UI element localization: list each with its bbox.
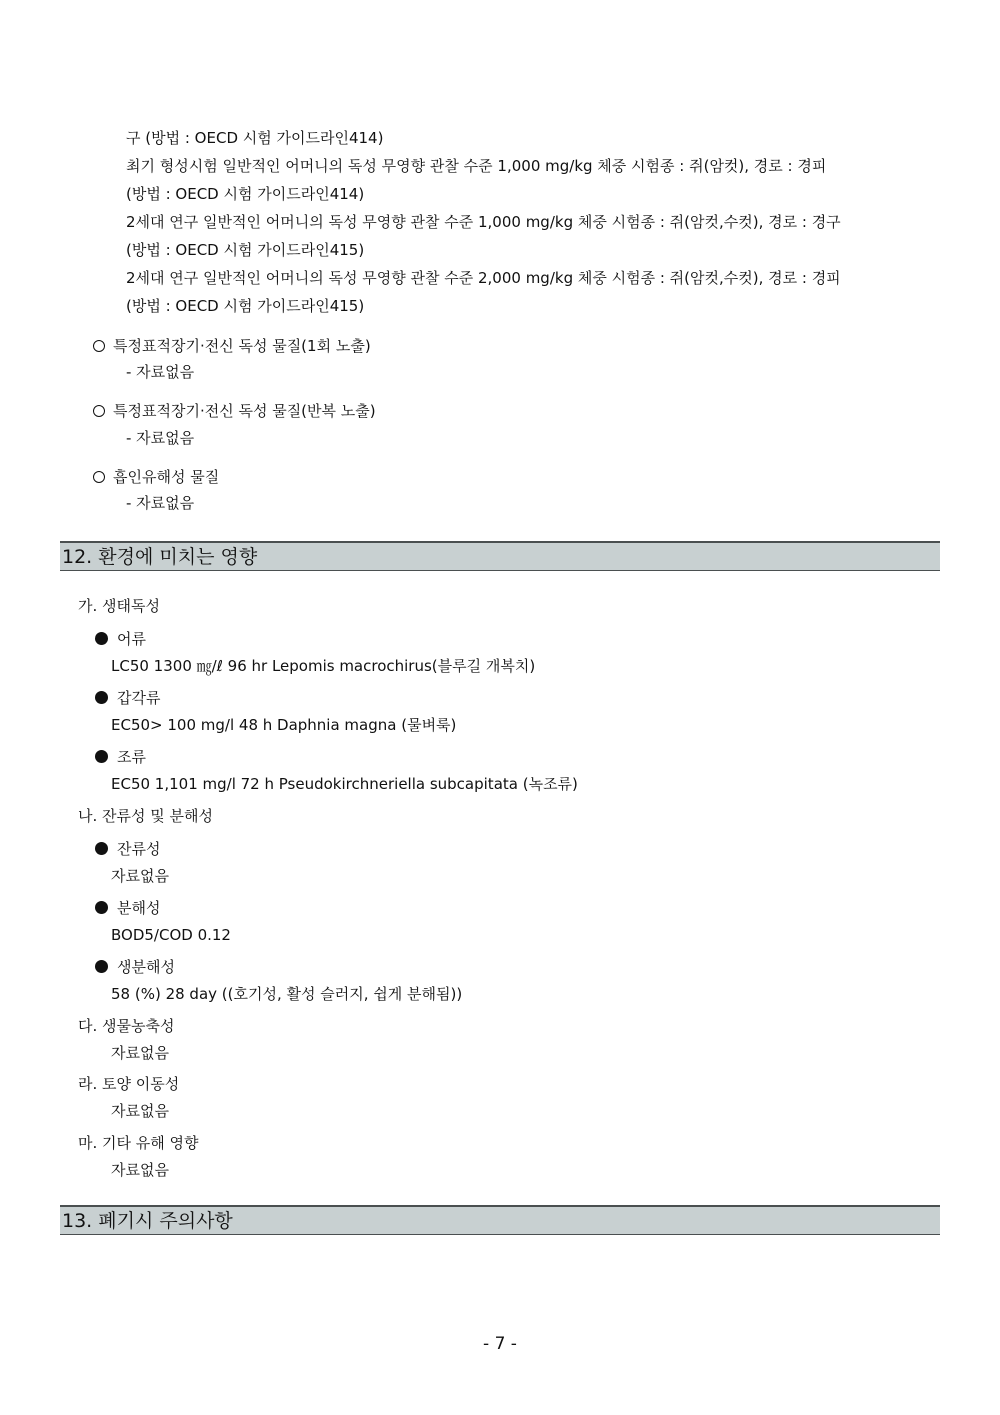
circle-bullet-icon <box>93 340 105 352</box>
subsection-heading: 나. 잔류성 및 분해성 <box>78 807 213 825</box>
subsection-value: 자료없음 <box>111 1161 169 1179</box>
continuation-line: (방법 : OECD 시험 가이드라인415) <box>126 241 365 259</box>
continuation-line: 최기 형성시험 일반적인 어머니의 독성 무영향 관찰 수준 1,000 mg/kg 체중 시험종 : 쥐(암컷), 경로 : 경피 <box>126 157 827 175</box>
subsection-value: 자료없음 <box>111 1102 169 1120</box>
subsection-heading: 다. 생물농축성 <box>78 1017 175 1035</box>
continuation-line: 구 (방법 : OECD 시험 가이드라인414) <box>126 129 384 147</box>
subsection-heading: 라. 토양 이동성 <box>78 1075 180 1093</box>
bullet-dot-icon <box>95 691 108 704</box>
bullet-item-value: LC50 1300 ㎎/ℓ 96 hr Lepomis macrochirus(블루길 개복치) <box>111 657 536 675</box>
subsection-value: 자료없음 <box>111 1044 169 1062</box>
bullet-dot-icon <box>95 901 108 914</box>
bullet-item-value: BOD5/COD 0.12 <box>111 926 231 944</box>
section-13-header <box>60 1205 940 1235</box>
continuation-line: 2세대 연구 일반적인 어머니의 독성 무영향 관찰 수준 2,000 mg/kg 체중 시험종 : 쥐(암컷,수컷), 경로 : 경피 <box>126 269 841 287</box>
bullet-item-value: EC50> 100 mg/l 48 h Daphnia magna (물벼룩) <box>111 716 457 734</box>
hazard-item-title: 특정표적장기·전신 독성 물질(반복 노출) <box>93 401 376 421</box>
hazard-item-title: 흡인유해성 물질 <box>93 467 219 487</box>
hazard-item-value: - 자료없음 <box>126 429 195 447</box>
hazard-item-value: - 자료없음 <box>126 494 195 512</box>
bullet-item-label: 생분해성 <box>95 957 175 977</box>
bullet-item-value: EC50 1,101 mg/l 72 h Pseudokirchneriella subcapitata (녹조류) <box>111 775 578 793</box>
bullet-dot-icon <box>95 960 108 973</box>
circle-bullet-icon <box>93 471 105 483</box>
bullet-item-value: 58 (%) 28 day ((호기성, 활성 슬러지, 쉽게 분해됨)) <box>111 985 463 1003</box>
continuation-line: (방법 : OECD 시험 가이드라인414) <box>126 185 365 203</box>
bullet-dot-icon <box>95 632 108 645</box>
subsection-heading: 가. 생태독성 <box>78 597 160 615</box>
circle-bullet-icon <box>93 405 105 417</box>
bullet-dot-icon <box>95 750 108 763</box>
bullet-item-label: 어류 <box>95 629 146 649</box>
subsection-heading: 마. 기타 유해 영향 <box>78 1134 199 1152</box>
bullet-item-label: 분해성 <box>95 898 160 918</box>
hazard-item-title: 특정표적장기·전신 독성 물질(1회 노출) <box>93 336 371 356</box>
bullet-item-label: 잔류성 <box>95 839 160 859</box>
section-title: 13. 폐기시 주의사항 <box>62 1210 233 1232</box>
bullet-item-label: 갑각류 <box>95 688 160 708</box>
page-number: - 7 - <box>483 1334 517 1354</box>
bullet-item-value: 자료없음 <box>111 867 169 885</box>
continuation-line: (방법 : OECD 시험 가이드라인415) <box>126 297 365 315</box>
bullet-dot-icon <box>95 842 108 855</box>
section-title: 12. 환경에 미치는 영향 <box>62 546 258 568</box>
section-12-header <box>60 541 940 571</box>
hazard-item-value: - 자료없음 <box>126 363 195 381</box>
continuation-line: 2세대 연구 일반적인 어머니의 독성 무영향 관찰 수준 1,000 mg/kg 체중 시험종 : 쥐(암컷,수컷), 경로 : 경구 <box>126 213 841 231</box>
bullet-item-label: 조류 <box>95 747 146 767</box>
